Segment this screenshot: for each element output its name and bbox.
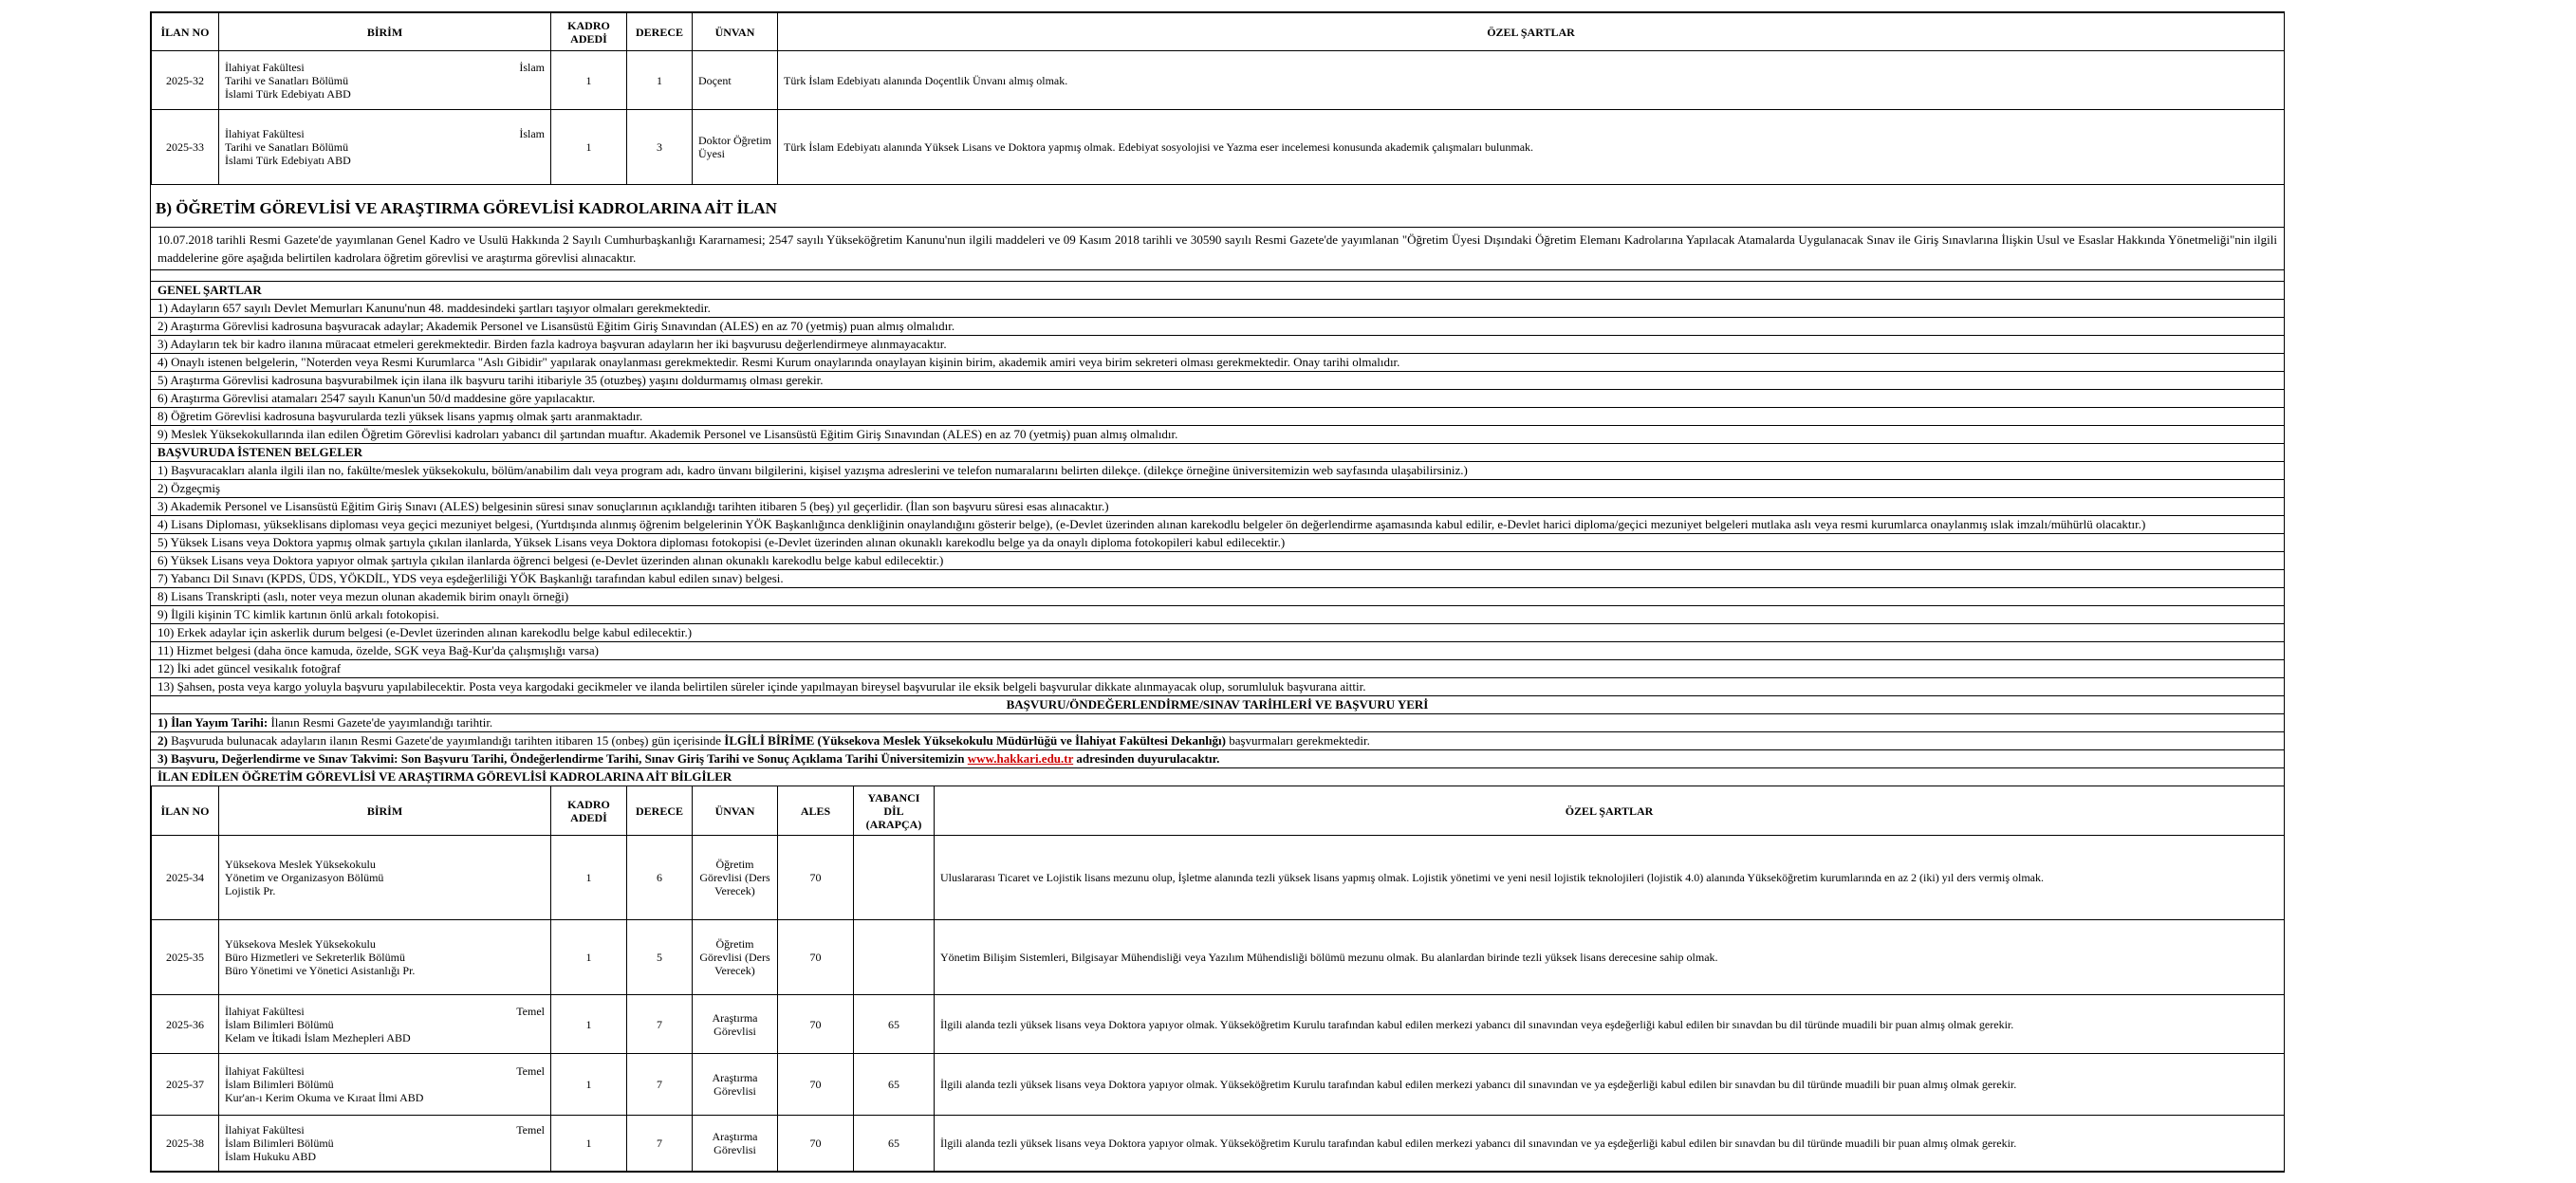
cell-unvan: Öğretim Görevlisi (Ders Verecek) (693, 836, 778, 920)
belgeler-item: 11) Hizmet belgesi (daha önce kamuda, özelde, SGK veya Bağ-Kur'da çalışmışlığı varsa) (151, 642, 2284, 660)
item2-number: 2) (158, 733, 168, 748)
birim-text: Temel (516, 1004, 545, 1018)
table-row (152, 110, 2285, 185)
belgeler-title: BAŞVURUDA İSTENEN BELGELER (151, 444, 2284, 462)
genel-sartlar-item: 2) Araştırma Görevlisi kadrosuna başvuracak adaylar; Akademik Personel ve Lisansüstü Eğitim Giriş Sınavından (ALES) en az 70 (yetmiş) puan almış olmalıdır. (151, 318, 2284, 336)
cell-birim (219, 920, 551, 995)
birim-line-1 (225, 61, 545, 74)
table1-header-row (152, 13, 2285, 51)
cell-ozel-sartlar: Uluslararası Ticaret ve Lojistik lisans mezunu olup, İşletme alanında tezli yüksek lisans yapmış olmak. Lojistik yönetimi ve yeni nesil lojistik teknolojileri (lojistik 4.0) alanında Yükseköğretim kurumlarında en az 2 (iki) yıl ders vermiş olmak. (935, 836, 2285, 920)
belgeler-item: 5) Yüksek Lisans veya Doktora yapmış olmak şartıyla çıkılan ilanlarda, Yüksek Lisans veya Doktora diploması fotokopisi (e-Devlet üzerinden alınan okunaklı karekodlu belge ya da onaylı diploma fotokopileri kabul edilecektir.) (151, 534, 2284, 552)
belgeler-item: 4) Lisans Diploması, yükseklisans diploması veya geçici mezuniyet belgesi, (Yurtdışında alınmış öğrenim belgelerinin YÖK Başkanlığınca denkliğinin onaylandığını gösterir belge), (e-Devlet üzerinden alınan karekodlu belgeler ön değerlendirme aşamasında kabul edilir, e-Devlet harici diploma/geçici mezuniyet belgeleri mutlaka aslı veya resmi kurumlarca onaylanmış ıslak imzalı/mühürlü olacaktır.) (151, 516, 2284, 534)
header-kadro-adedi: KADRO ADEDİ (551, 786, 627, 836)
intro-paragraph: 10.07.2018 tarihli Resmi Gazete'de yayımlanan Genel Kadro ve Usulü Hakkında 2 Sayılı Cumhurbaşkanlığı Kararnamesi; 2547 sayılı Yükseköğretim Kanunu'nun ilgili maddeleri ve 09 Kasım 2018 tarihli ve 30590 sayılı Resmi Gazete'de yayımlanan "Öğretim Üyesi Dışındaki Öğretim Elemanı Kadrolarına Yapılacak Atamalarda Uygulanacak Sınav ile Giriş Sınavlarına İlişkin Usul ve Esaslar Hakkında Yönetmeliği"nin ilgili maddelerine göre aşağıda belirtilen kadrolara öğretim görevlisi ve araştırma görevlisi alınacaktır. (151, 227, 2284, 270)
table-row (152, 51, 2285, 110)
cell-unvan: Öğretim Görevlisi (Ders Verecek) (693, 920, 778, 995)
cell-yabanci-dil: 65 (854, 1054, 935, 1116)
table2-header-row (152, 786, 2285, 836)
header-unvan: ÜNVAN (693, 13, 778, 51)
header-birim: BİRİM (219, 786, 551, 836)
birim-text: İlahiyat Fakültesi (225, 1064, 305, 1078)
table-row (152, 1054, 2285, 1116)
birim-text: İslam (519, 127, 545, 140)
birim-text: İslam (519, 60, 545, 74)
bilgiler-heading: İLAN EDİLEN ÖĞRETİM GÖREVLİSİ VE ARAŞTIRMA GÖREVLİSİ KADROLARINA AİT BİLGİLER (151, 768, 2284, 786)
belgeler-item: 8) Lisans Transkripti (aslı, noter veya mezun olunan akademik birim onaylı örneği) (151, 588, 2284, 606)
belgeler-item: 3) Akademik Personel ve Lisansüstü Eğitim Giriş Sınavı (ALES) belgesinin süresi sınav sonuçlarının açıklandığı tarihten itibaren 5 (beş) yıl geçerlidir. (İlan son başvuru süresi esas alınacaktır.) (151, 498, 2284, 516)
cell-unvan: Araştırma Görevlisi (693, 1054, 778, 1116)
birim-line-3: İslami Türk Edebiyatı ABD (225, 86, 351, 101)
header-yabanci-dil: YABANCI DİL (ARAPÇA) (854, 786, 935, 836)
cell-birim (219, 1054, 551, 1116)
birim-line-2: Büro Hizmetleri ve Sekreterlik Bölümü (225, 951, 405, 964)
cell-ilan-no: 2025-34 (152, 836, 219, 920)
cell-kadro-adedi: 1 (551, 1116, 627, 1172)
cell-derece: 1 (627, 51, 693, 110)
cell-kadro-adedi: 1 (551, 920, 627, 995)
belgeler-item: 12) İki adet güncel vesikalık fotoğraf (151, 660, 2284, 678)
cell-ozel-sartlar: Yönetim Bilişim Sistemleri, Bilgisayar Mühendisliği veya Yazılım Mühendisliği bölümü mezunu olmak. Bu alanlardan birinde tezli yüksek lisans derecesine sahip olmak. (935, 920, 2285, 995)
birim-line-2: İslam Bilimleri Bölümü (225, 1137, 334, 1150)
cell-ilan-no: 2025-33 (152, 110, 219, 185)
genel-sartlar-item: 5) Araştırma Görevlisi kadrosuna başvurabilmek için ilana ilk başvuru tarihi itibariyle 35 (otuzbeş) yaşını doldurmamış olması gerekir. (151, 372, 2284, 390)
header-ozel-sartlar: ÖZEL ŞARTLAR (778, 13, 2285, 51)
birim-text: Temel (516, 1064, 545, 1078)
genel-sartlar-item: 6) Araştırma Görevlisi atamaları 2547 sayılı Kanun'un 50/d maddesine göre yapılacaktır. (151, 390, 2284, 408)
spacer (151, 270, 2284, 281)
cell-derece: 7 (627, 995, 693, 1054)
birim-line-2: İslam Bilimleri Bölümü (225, 1078, 334, 1091)
birim-text: İlahiyat Fakültesi (225, 60, 305, 74)
birim-line-1 (225, 1123, 545, 1137)
cell-ozel-sartlar: İlgili alanda tezli yüksek lisans veya Doktora yapıyor olmak. Yükseköğretim Kurulu tarafından kabul edilen merkezi yabancı dil sınavından ve ya eşdeğerliği kabul edilen bir sınavdan bu dil türünde muadili bir puan almış olmak gerekir. (935, 1116, 2285, 1172)
cell-derece: 7 (627, 1116, 693, 1172)
item2-text: Başvuruda bulunacak adayların ilanın Resmi Gazete'de yayımlandığı tarihten itibaren 15 (onbeş) gün içerisinde (167, 733, 725, 748)
cell-unvan: Araştırma Görevlisi (693, 995, 778, 1054)
belgeler-item: 1) Başvuracakları alanla ilgili ilan no, fakülte/meslek yüksekokulu, bölüm/anabilim dalı veya program adı, kadro ünvanı bilgilerini, kişisel yazışma adreslerini ve telefon numaralarını belirten dilekçe. (dilekçe örneğine üniversitemizin web sayfasında ulaşabilirsiniz.) (151, 462, 2284, 480)
birim-line-1 (225, 1005, 545, 1018)
hakkari-link[interactable]: www.hakkari.edu.tr (967, 751, 1074, 766)
header-ilan-no: İLAN NO (152, 786, 219, 836)
cell-ales: 70 (778, 1116, 854, 1172)
basvuru-yeri-item-3 (151, 750, 2284, 768)
header-ilan-no: İLAN NO (152, 13, 219, 51)
belgeler-item: 10) Erkek adaylar için askerlik durum belgesi (e-Devlet üzerinden alınan karekodlu belge kabul edilecektir.) (151, 624, 2284, 642)
faculty-positions-table (151, 12, 2285, 185)
item2-text-end: başvurmaları gerekmektedir. (1225, 733, 1370, 748)
cell-yabanci-dil (854, 836, 935, 920)
birim-line-3: Kur'an-ı Kerim Okuma ve Kıraat İlmi ABD (225, 1091, 424, 1104)
cell-ales: 70 (778, 920, 854, 995)
cell-ales: 70 (778, 836, 854, 920)
cell-kadro-adedi: 1 (551, 1054, 627, 1116)
genel-sartlar-item: 4) Onaylı istenen belgelerin, "Noterden veya Resmi Kurumlarca "Aslı Gibidir" yapılarak onaylanması gerekmektedir. Resmi Kurum onaylarında onaylayan kişinin birim, akademik amiri veya birim sekreteri olması gerekmektedir. Onay tarihi olmalıdır. (151, 354, 2284, 372)
birim-line-3: İslami Türk Edebiyatı ABD (225, 154, 351, 167)
ilan-yayim-tarihi-text: İlanın Resmi Gazete'de yayımlandığı tarihtir. (268, 715, 493, 730)
conditions-rows (151, 281, 2284, 786)
cell-ilan-no: 2025-36 (152, 995, 219, 1054)
header-kadro-adedi: KADRO ADEDİ (551, 13, 627, 51)
birim-line-3: Lojistik Pr. (225, 884, 276, 897)
belgeler-item: 6) Yüksek Lisans veya Doktora yapıyor olmak şartıyla çıkılan ilanlarda öğrenci belgesi (e-Devlet üzerinden alınan okunaklı karekodlu belge kabul edilecektir.) (151, 552, 2284, 570)
cell-ozel-sartlar: Türk İslam Edebiyatı alanında Doçentlik Ünvanı almış olmak. (778, 51, 2285, 110)
table-row (152, 995, 2285, 1054)
section-b-heading: B) ÖĞRETİM GÖREVLİSİ VE ARAŞTIRMA GÖREVLİSİ KADROLARINA AİT İLAN (156, 199, 777, 217)
birim-text: İlahiyat Fakültesi (225, 127, 305, 140)
belgeler-item: 7) Yabancı Dil Sınavı (KPDS, ÜDS, YÖKDİL, YDS veya eşdeğerliliği YÖK Başkanlığı tarafından kabul edilen sınav) belgesi. (151, 570, 2284, 588)
birim-text: Temel (516, 1123, 545, 1137)
table-row (152, 836, 2285, 920)
cell-kadro-adedi: 1 (551, 110, 627, 185)
header-ozel-sartlar: ÖZEL ŞARTLAR (935, 786, 2285, 836)
lecturer-positions-table (151, 786, 2285, 1172)
cell-yabanci-dil: 65 (854, 1116, 935, 1172)
cell-birim (219, 51, 551, 110)
birim-text: İlahiyat Fakültesi (225, 1004, 305, 1018)
cell-birim (219, 995, 551, 1054)
birim-line-1 (225, 858, 545, 871)
genel-sartlar-title: GENEL ŞARTLAR (151, 282, 2284, 300)
basvuru-yeri-item-2 (151, 732, 2284, 750)
table-row (152, 1116, 2285, 1172)
birim-line-1 (225, 937, 545, 951)
cell-birim (219, 1116, 551, 1172)
birim-line-2: Tarihi ve Sanatları Bölümü (225, 73, 349, 87)
cell-derece: 6 (627, 836, 693, 920)
genel-sartlar-item: 1) Adayların 657 sayılı Devlet Memurları Kanunu'nun 48. maddesindeki şartları taşıyor olmaları gerekmektedir. (151, 300, 2284, 318)
item3-text: 3) Başvuru, Değerlendirme ve Sınav Takvimi: Son Başvuru Tarihi, Öndeğerlendirme Tarihi, Sınav Giriş Tarihi ve Sonuç Açıklama Tarihi Üniversitemizin (158, 751, 968, 766)
cell-ilan-no: 2025-35 (152, 920, 219, 995)
cell-derece: 5 (627, 920, 693, 995)
genel-sartlar-item: 9) Meslek Yüksekokullarında ilan edilen Öğretim Görevlisi kadroları yabancı dil şartından muaftır. Akademik Personel ve Lisansüstü Eğitim Giriş Sınavından (ALES) en az 70 (yetmiş) puan almış olmalıdır. (151, 426, 2284, 444)
cell-yabanci-dil (854, 920, 935, 995)
birim-text: İlahiyat Fakültesi (225, 1123, 305, 1137)
table-row (152, 920, 2285, 995)
birim-line-2: Yönetim ve Organizasyon Bölümü (225, 871, 384, 884)
document-frame (150, 11, 2285, 1173)
basvuru-yeri-title: BAŞVURU/ÖNDEĞERLENDİRME/SINAV TARİHLERİ VE BAŞVURU YERİ (151, 696, 2284, 714)
basvuru-yeri-item-1 (151, 714, 2284, 732)
cell-ilan-no: 2025-38 (152, 1116, 219, 1172)
cell-ilan-no: 2025-37 (152, 1054, 219, 1116)
header-ales: ALES (778, 786, 854, 836)
header-derece: DERECE (627, 786, 693, 836)
cell-kadro-adedi: 1 (551, 51, 627, 110)
belgeler-item: 2) Özgeçmiş (151, 480, 2284, 498)
birim-line-3: İslam Hukuku ABD (225, 1150, 316, 1163)
birim-line-3: Büro Yönetimi ve Yönetici Asistanlığı Pr. (225, 964, 416, 977)
cell-birim (219, 110, 551, 185)
cell-unvan: Doktor Öğretim Üyesi (693, 110, 778, 185)
cell-birim (219, 836, 551, 920)
item3-text-end: adresinden duyurulacaktır. (1073, 751, 1220, 766)
ilgili-birim-bold: İLGİLİ BİRİME (Yüksekova Meslek Yüksekokulu Müdürlüğü ve İlahiyat Fakültesi Dekanlığı) (724, 733, 1226, 748)
birim-line-2: Tarihi ve Sanatları Bölümü (225, 140, 349, 154)
cell-yabanci-dil: 65 (854, 995, 935, 1054)
cell-kadro-adedi: 1 (551, 836, 627, 920)
birim-text: Yüksekova Meslek Yüksekokulu (225, 858, 376, 871)
ilan-yayim-tarihi-label: 1) İlan Yayım Tarihi: (158, 715, 269, 730)
belgeler-item: 9) İlgili kişinin TC kimlik kartının önlü arkalı fotokopisi. (151, 606, 2284, 624)
cell-unvan: Araştırma Görevlisi (693, 1116, 778, 1172)
genel-sartlar-item: 3) Adayların tek bir kadro ilanına müracaat etmeleri gerekmektedir. Birden fazla kadroya başvuran adayların her iki başvurusu değerlendirmeye alınmayacaktır. (151, 336, 2284, 354)
cell-ozel-sartlar: İlgili alanda tezli yüksek lisans veya Doktora yapıyor olmak. Yükseköğretim Kurulu tarafından kabul edilen merkezi yabancı dil sınavından veya eşdeğerliği kabul edilen bir sınavdan bu dil türünde muadili bir puan almış olmak gerekir. (935, 995, 2285, 1054)
cell-kadro-adedi: 1 (551, 995, 627, 1054)
cell-ilan-no: 2025-32 (152, 51, 219, 110)
header-derece: DERECE (627, 13, 693, 51)
birim-line-1 (225, 1064, 545, 1078)
cell-ozel-sartlar: Türk İslam Edebiyatı alanında Yüksek Lisans ve Doktora yapmış olmak. Edebiyat sosyolojisi ve Yazma eser incelemesi konusunda akademik çalışmaları bulunmak. (778, 110, 2285, 185)
cell-ales: 70 (778, 1054, 854, 1116)
genel-sartlar-item: 8) Öğretim Görevlisi kadrosuna başvurularda tezli yüksek lisans yapmış olmak şartı aranmaktadır. (151, 408, 2284, 426)
header-unvan: ÜNVAN (693, 786, 778, 836)
cell-derece: 3 (627, 110, 693, 185)
birim-line-1 (225, 127, 545, 140)
birim-text: Yüksekova Meslek Yüksekokulu (225, 937, 376, 951)
birim-line-3: Kelam ve İtikadi İslam Mezhepleri ABD (225, 1030, 411, 1044)
birim-line-2: İslam Bilimleri Bölümü (225, 1017, 334, 1031)
belgeler-item: 13) Şahsen, posta veya kargo yoluyla başvuru yapılabilecektir. Posta veya kargodaki gecikmeler ve ilanda belirtilen süreler içinde yapılmayan bireysel başvurular ile eksik belgeli başvurular dikkate alınmayacak olup, sorumluluk başvurana aittir. (151, 678, 2284, 696)
cell-unvan: Doçent (693, 51, 778, 110)
cell-ales: 70 (778, 995, 854, 1054)
header-birim: BİRİM (219, 13, 551, 51)
cell-derece: 7 (627, 1054, 693, 1116)
cell-ozel-sartlar: İlgili alanda tezli yüksek lisans veya Doktora yapıyor olmak. Yükseköğretim Kurulu tarafından kabul edilen merkezi yabancı dil sınavından ve ya eşdeğerliği kabul edilen bir sınavdan bu dil türünde muadili bir puan almış olmak gerekir. (935, 1054, 2285, 1116)
